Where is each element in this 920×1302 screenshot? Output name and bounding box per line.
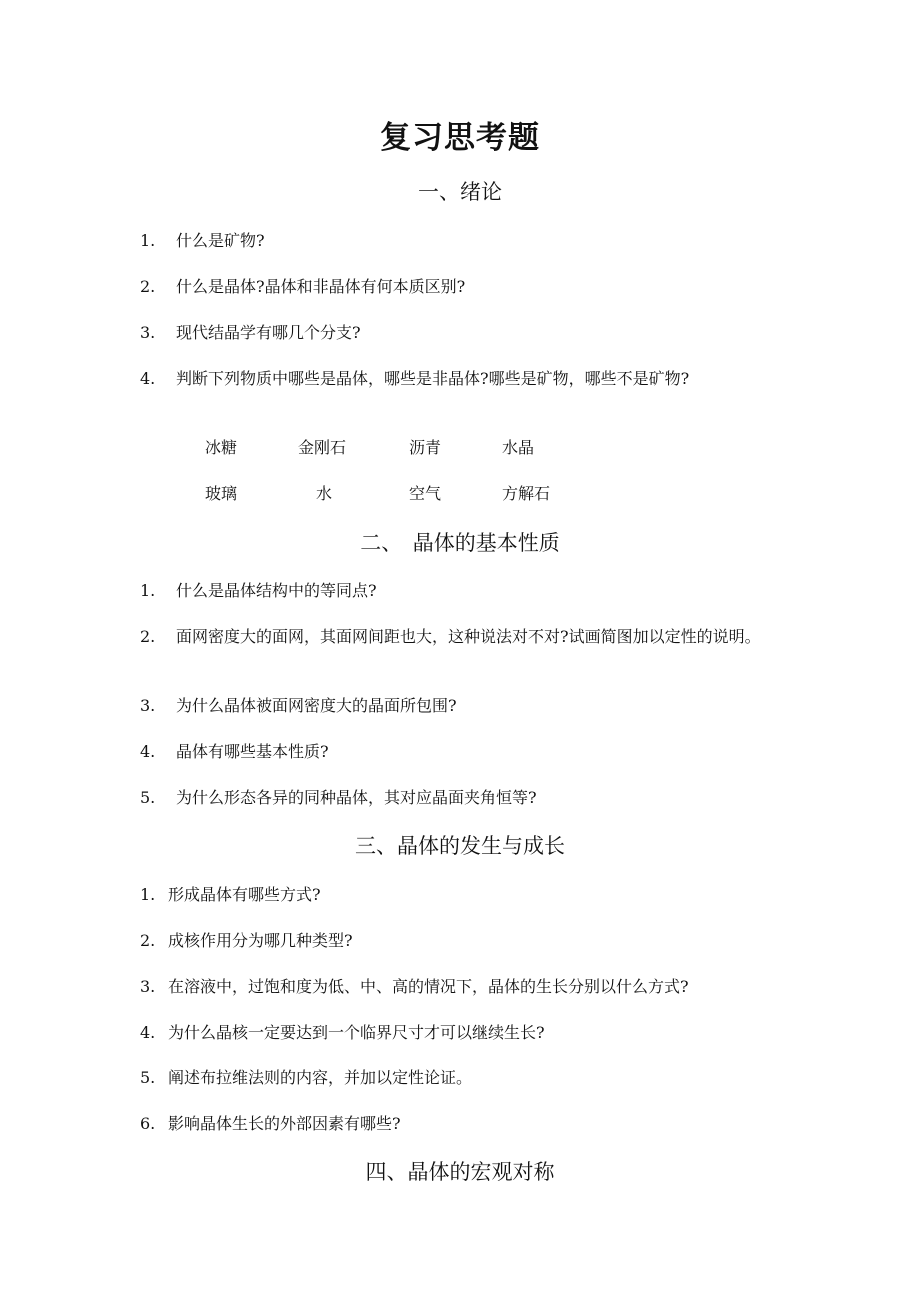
question-item [140,625,780,649]
question-text: 现代结晶学有哪几个分支? [176,323,361,342]
question-text: 为什么晶体被面网密度大的晶面所包围? [176,696,457,715]
question-item [140,275,790,299]
question-item [140,975,790,999]
question-text: 什么是晶体?晶体和非晶体有何本质区别? [176,277,466,296]
question-text: 在溶液中，过饱和度为低、中、高的情况下，晶体的生长分别以什么方式? [168,977,689,996]
material-item: 方解石 [502,484,551,503]
question-text: 判断下列物质中哪些是晶体，哪些是非晶体?哪些是矿物，哪些不是矿物? [176,369,690,388]
question-text: 为什么晶核一定要达到一个临界尺寸才可以继续生长? [168,1023,545,1042]
question-item [140,367,790,391]
question-text: 影响晶体生长的外部因素有哪些? [168,1114,401,1133]
section-heading-macro-symmetry: 四、晶体的宏观对称 [365,1160,555,1184]
question-number: 1. [140,231,156,250]
question-item [140,694,790,718]
material-item: 水晶 [502,438,535,457]
question-number: 1. [140,885,156,904]
question-number: 5. [140,1068,156,1087]
question-number: 4. [140,742,156,761]
question-item [140,1112,790,1136]
question-item [140,1021,790,1045]
section-heading-intro: 一、绪论 [418,180,502,204]
question-number: 1. [140,581,156,600]
question-number: 4. [140,369,156,388]
question-item [140,1066,790,1090]
question-text: 晶体有哪些基本性质? [176,742,329,761]
question-number: 3. [140,696,156,715]
question-text: 阐述布拉维法则的内容，并加以定性论证。 [168,1068,473,1087]
question-number: 2. [140,627,156,646]
question-text: 形成晶体有哪些方式? [168,885,321,904]
question-number: 6. [140,1114,156,1133]
question-item [140,229,790,253]
question-number: 3. [140,977,156,996]
question-text: 面网密度大的面网，其面网间距也大，这种说法对不对?试画简图加以定性的说明。 [176,627,761,646]
material-item: 冰糖 [205,438,238,457]
material-item: 空气 [409,484,442,503]
question-number: 2. [140,277,156,296]
material-item: 金刚石 [298,438,347,457]
question-text: 什么是矿物? [176,231,265,250]
question-number: 2. [140,931,156,950]
question-number: 4. [140,1023,156,1042]
question-text: 什么是晶体结构中的等同点? [176,581,377,600]
question-text: 为什么形态各异的同种晶体，其对应晶面夹角恒等? [176,788,537,807]
page-title: 复习思考题 [380,120,540,156]
question-item [140,883,790,907]
material-item: 沥青 [409,438,442,457]
question-item [140,740,790,764]
question-item [140,929,790,953]
question-item [140,786,790,810]
material-item: 玻璃 [205,484,238,503]
material-item: 水 [316,484,333,503]
question-number: 3. [140,323,156,342]
question-item [140,321,790,345]
question-text: 成核作用分为哪几种类型? [168,931,353,950]
question-item [140,579,790,603]
section-heading-crystal-growth: 三、晶体的发生与成长 [355,834,565,858]
question-number: 5. [140,788,156,807]
section-heading-basic-properties: 二、 晶体的基本性质 [360,531,560,555]
